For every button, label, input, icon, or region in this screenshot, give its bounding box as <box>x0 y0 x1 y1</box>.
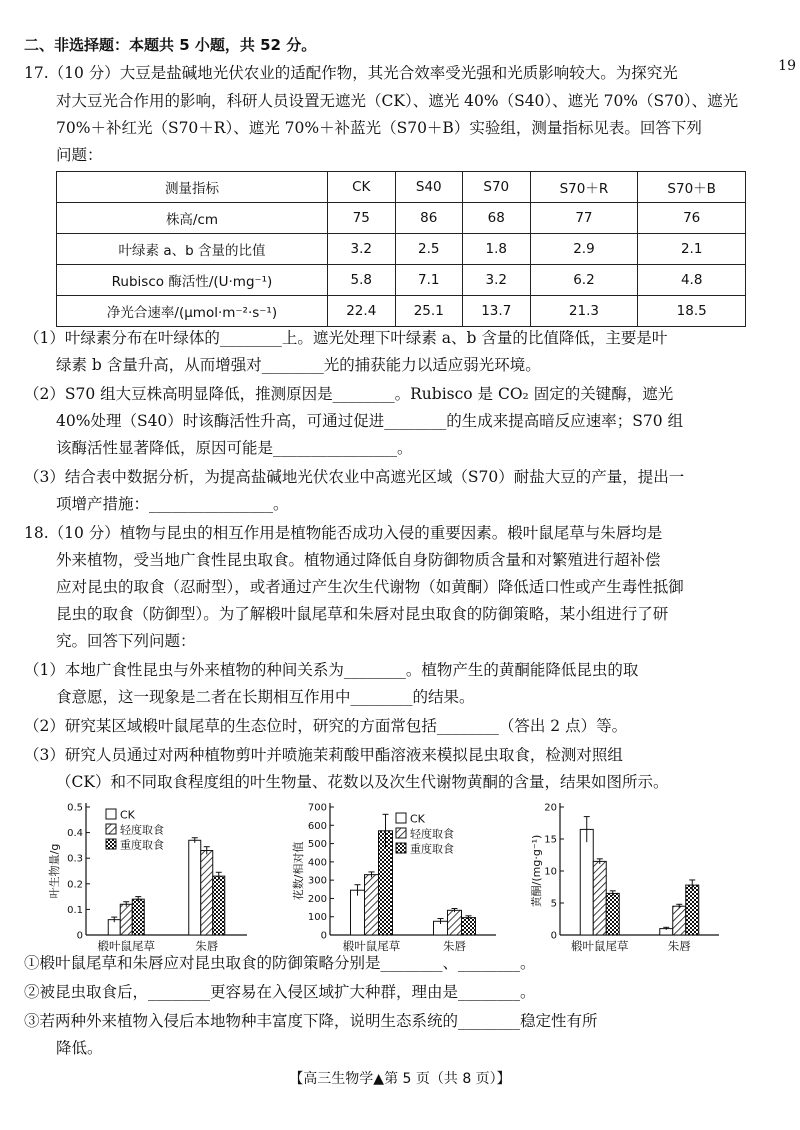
y-tick-label: 600 <box>307 820 327 832</box>
y-tick-label: 0.5 <box>67 802 83 814</box>
category-label: 椴叶鼠尾草 <box>97 939 155 953</box>
bar <box>462 918 476 935</box>
q18-sub3-line: （3）研究人员通过对两种植物剪叶并喷施茉莉酸甲酯溶液来模拟昆虫取食，检测对照组 <box>24 746 623 764</box>
q18-stem-line: 18.（10 分）植物与昆虫的相互作用是植物能否成功入侵的重要因素。椴叶鼠尾草与朱唇均是 <box>24 524 663 542</box>
legend-swatch <box>396 843 406 853</box>
q18-sub1-line: （1）本地广食性昆虫与外来植物的种间关系为________。植物产生的黄酮能降低昆虫的取 <box>24 661 639 679</box>
bar <box>580 829 593 935</box>
y-tick-label: 200 <box>307 893 327 905</box>
table-cell: 6.2 <box>530 265 638 296</box>
legend-swatch <box>106 839 116 849</box>
y-tick-label: 0.4 <box>67 828 83 840</box>
bar <box>673 906 686 935</box>
table-row <box>57 265 746 296</box>
table-row <box>57 296 746 327</box>
bar <box>201 851 213 935</box>
table-cell: 76 <box>638 203 746 234</box>
legend-label: CK <box>410 812 425 826</box>
bar <box>351 890 365 935</box>
bar <box>132 899 144 935</box>
y-tick-label: 10 <box>544 866 557 878</box>
y-tick-label: 0 <box>320 930 327 942</box>
bar <box>365 875 379 935</box>
section-heading: 二、非选择题：本题共 5 小题，共 52 分。 <box>24 36 317 54</box>
legend-label: 重度取食 <box>120 838 164 852</box>
y-tick-label: 0 <box>550 930 557 942</box>
table-header-cell: S40 <box>395 172 463 203</box>
table-cell: 22.4 <box>328 296 396 327</box>
q18-subq-line: ①椴叶鼠尾草和朱唇应对昆虫取食的防御策略分别是________、________。 <box>24 954 536 972</box>
table-header-cell: 测量指标 <box>57 172 328 203</box>
table-cell: 叶绿素 a、b 含量的比值 <box>57 234 328 265</box>
table-header-row <box>57 172 746 203</box>
q18-subq-line: ②被昆虫取食后，________更容易在入侵区域扩大种群，理由是________。 <box>24 983 536 1001</box>
table-cell: 21.3 <box>530 296 638 327</box>
bar <box>448 910 462 935</box>
leaf-biomass-chart <box>48 795 253 967</box>
q18-stem-line: 外来植物，受当地广食性昆虫取食。植物通过降低自身防御物质含量和对繁殖进行超补偿 <box>56 551 661 569</box>
legend-label: CK <box>120 808 135 822</box>
q17-sub1-line: 绿素 b 含量升高，从而增强对________光的捕获能力以适应弱光环境。 <box>56 356 541 374</box>
page-footer: 【高三生物学▲第 5 页（共 8 页）】 <box>289 1071 511 1087</box>
y-axis-label: 叶生物量/g <box>48 843 61 899</box>
legend-label: 轻度取食 <box>120 823 164 837</box>
table-cell: 77 <box>530 203 638 234</box>
bar <box>593 861 606 935</box>
y-tick-label: 400 <box>307 857 327 869</box>
q17-sub2-line: 该酶活性显著降低，原因可能是________________。 <box>56 439 413 457</box>
table-row <box>57 203 746 234</box>
y-tick-label: 300 <box>307 875 327 887</box>
q18-subq-line: ③若两种外来植物入侵后本地物种丰富度下降，说明生态系统的________稳定性有所 <box>24 1012 598 1030</box>
q18-stem-line: 昆虫的取食（防御型）。为了解椴叶鼠尾草和朱唇对昆虫取食的防御策略，某小组进行了研 <box>56 605 669 623</box>
y-axis-label: 黄酮/(mg·g⁻¹) <box>530 834 543 908</box>
q18-sub3-line: （CK）和不同取食程度组的叶生物量、花数以及次生代谢物黄酮的含量，结果如图所示。 <box>56 773 669 791</box>
table-cell: Rubisco 酶活性/(U·mg⁻¹) <box>57 265 328 296</box>
side-page-number: 19 <box>778 58 796 74</box>
q17-sub3-line: 项增产措施：________________。 <box>56 495 289 513</box>
table-cell: 株高/cm <box>57 203 328 234</box>
y-tick-label: 0.2 <box>67 879 83 891</box>
table-cell: 18.5 <box>638 296 746 327</box>
bar <box>213 876 225 935</box>
flavonoid-chart <box>530 795 725 967</box>
q18-sub1-line: 食意愿，这一现象是二者在长期相互作用中________的结果。 <box>56 688 475 706</box>
table-row <box>57 234 746 265</box>
flower-count-chart <box>292 795 502 967</box>
y-tick-label: 0.3 <box>67 853 83 865</box>
y-tick-label: 5 <box>550 898 557 910</box>
legend-swatch <box>106 809 116 819</box>
q18-stem-line: 究。回答下列问题： <box>56 632 196 650</box>
legend-swatch <box>396 828 406 838</box>
table-cell: 2.1 <box>638 234 746 265</box>
category-label: 椴叶鼠尾草 <box>571 939 629 953</box>
table-cell: 75 <box>328 203 396 234</box>
table-cell: 7.1 <box>395 265 463 296</box>
y-tick-label: 0 <box>76 930 83 942</box>
y-tick-label: 20 <box>544 802 557 814</box>
table-cell: 3.2 <box>463 265 531 296</box>
q17-sub2-line: （2）S70 组大豆株高明显降低，推测原因是________。Rubisco 是 CO₂ 固定的关键酶，遮光 <box>24 385 674 403</box>
table-cell: 4.8 <box>638 265 746 296</box>
table-header-cell: S70 <box>463 172 531 203</box>
table-cell: 2.5 <box>395 234 463 265</box>
y-tick-label: 500 <box>307 839 327 851</box>
bar <box>606 893 619 935</box>
y-tick-label: 700 <box>307 802 327 814</box>
bar <box>120 904 132 935</box>
legend-label: 重度取食 <box>410 842 454 856</box>
table-cell: 5.8 <box>328 265 396 296</box>
q18-stem-line: 应对昆虫的取食（忍耐型），或者通过产生次生代谢物（如黄酮）降低适口性或产生毒性抵御 <box>56 578 684 596</box>
bar <box>686 885 699 935</box>
table-header-cell: CK <box>328 172 396 203</box>
category-label: 椴叶鼠尾草 <box>342 939 401 953</box>
q17-stem-line: 对大豆光合作用的影响，科研人员设置无遮光（CK）、遮光 40%（S40）、遮光 70%（S70）、遮光 <box>56 92 739 110</box>
q17-sub1-line: （1）叶绿素分布在叶绿体的________上。遮光处理下叶绿素 a、b 含量的比值降低，主要是叶 <box>24 329 668 347</box>
bar <box>189 840 201 935</box>
legend-swatch <box>396 813 406 823</box>
y-tick-label: 15 <box>544 834 557 846</box>
table-cell: 净光合速率/(μmol·m⁻²·s⁻¹) <box>57 296 328 327</box>
y-axis-label: 花数/相对值 <box>292 841 305 901</box>
table-cell: 25.1 <box>395 296 463 327</box>
category-label: 朱唇 <box>443 939 466 953</box>
table-cell: 2.9 <box>530 234 638 265</box>
measurement-table <box>56 171 746 327</box>
q18-sub2-line: （2）研究某区域椴叶鼠尾草的生态位时，研究的方面常包括________（答出 2 点）等。 <box>24 717 628 735</box>
table-cell: 1.8 <box>463 234 531 265</box>
q17-stem-line: 70%＋补红光（S70＋R）、遮光 70%＋补蓝光（S70＋B）实验组，测量指标见表。回答下列 <box>56 119 702 137</box>
table-cell: 13.7 <box>463 296 531 327</box>
q17-sub2-line: 40%处理（S40）时该酶活性升高，可通过促进________的生成来提高暗反应速率；S70 组 <box>56 412 684 430</box>
q17-stem-line: 问题： <box>56 146 103 164</box>
legend-swatch <box>106 824 116 834</box>
table-cell: 68 <box>463 203 531 234</box>
table-header-cell: S70＋B <box>638 172 746 203</box>
category-label: 朱唇 <box>195 939 219 953</box>
table-cell: 3.2 <box>328 234 396 265</box>
legend-label: 轻度取食 <box>410 827 454 841</box>
q17-stem-line: 17.（10 分）大豆是盐碱地光伏农业的适配作物，其光合效率受光强和光质影响较大。为探究光 <box>24 64 678 82</box>
y-tick-label: 100 <box>307 912 327 924</box>
table-cell: 86 <box>395 203 463 234</box>
table-header-cell: S70＋R <box>530 172 638 203</box>
q17-sub3-line: （3）结合表中数据分析，为提高盐碱地光伏农业中高遮光区域（S70）耐盐大豆的产量，提出一 <box>24 468 685 486</box>
q18-subq-line: 降低。 <box>56 1039 103 1057</box>
y-tick-label: 0.1 <box>67 904 83 916</box>
category-label: 朱唇 <box>667 939 691 953</box>
